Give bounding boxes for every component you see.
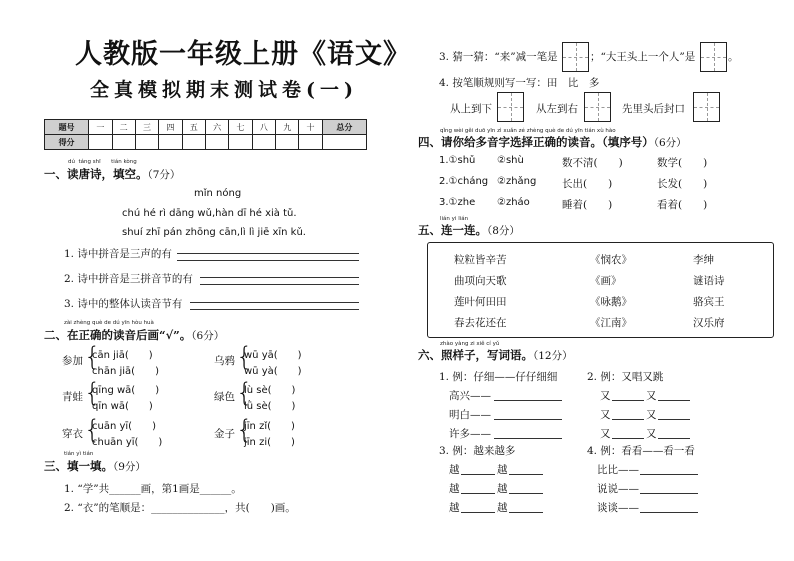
s4-row1-col4: 数学( ) — [657, 157, 708, 169]
s6-you-2: 又 — [646, 390, 657, 402]
score-cell[interactable] — [112, 135, 135, 150]
opt-canjia-2: chān jiā( ) — [92, 366, 159, 377]
score-cell[interactable] — [322, 135, 366, 150]
opt-chuanyi-1: cuān yī( ) — [92, 421, 156, 432]
s6-you-1: 又 — [600, 428, 611, 440]
answer-line[interactable] — [658, 419, 690, 420]
match-col1-item: 曲项向天歌 — [454, 275, 507, 287]
answer-line[interactable] — [612, 419, 644, 420]
label-left-right: 从左到右 — [536, 103, 578, 115]
match-col1-item: 粒粒皆辛苦 — [454, 254, 507, 266]
section4-pinyin: qǐng wèi gěi duō yīn zì xuǎn zé zhèng què de dú yīn tián xù hào — [440, 128, 616, 134]
s3-question-3b: ；“大王头上一个人”是 — [590, 51, 696, 63]
answer-line[interactable] — [612, 438, 644, 439]
opt-canjia-1: cān jiā( ) — [92, 350, 153, 361]
opt-luse-1: lù sè( ) — [244, 385, 296, 396]
match-col1-item: 莲叶何田田 — [454, 296, 507, 308]
answer-line[interactable] — [658, 400, 690, 401]
answer-line[interactable] — [461, 474, 495, 475]
s6-yue-1: 越 — [449, 502, 460, 514]
s4-row1-col1: 1.①shǔ — [439, 155, 476, 166]
score-header-cell: 五 — [182, 120, 205, 135]
s6-you-1: 又 — [600, 390, 611, 402]
s6-word-1-3: 许多—— — [449, 428, 491, 440]
score-cell[interactable] — [182, 135, 205, 150]
match-col2-item: 《咏鹅》 — [590, 296, 632, 308]
answer-line[interactable] — [640, 474, 698, 475]
opt-qingwa-2: qīn wā( ) — [92, 401, 153, 412]
opt-jinzi-1: jīn zǐ( ) — [244, 421, 295, 432]
section5-heading: 五、连一连。（8分） — [418, 223, 520, 237]
page-subtitle: 全真模拟期末测试卷(一) — [90, 79, 358, 101]
match-col3-item: 汉乐府 — [693, 317, 725, 329]
score-cell[interactable] — [159, 135, 182, 150]
s1-question-2: 2. 诗中拼音是三拼音节的有 — [64, 273, 193, 285]
s6-yue-2: 越 — [497, 483, 508, 495]
match-col2-item: 《江南》 — [590, 317, 632, 329]
opt-jinzi-2: jīn zi( ) — [244, 437, 295, 448]
poem-title-pinyin: mǐn nóng — [194, 188, 242, 199]
score-cell[interactable] — [252, 135, 275, 150]
match-col3-item: 李绅 — [693, 254, 714, 266]
word-qingwa: 青蛙 — [62, 391, 83, 403]
section6-pinyin: zhào yàng zi xiě cí yǔ — [440, 341, 500, 347]
score-cell[interactable] — [205, 135, 228, 150]
match-col3-item: 骆宾王 — [693, 296, 725, 308]
s6-word-1-1: 高兴—— — [449, 390, 491, 402]
score-cell[interactable] — [299, 135, 322, 150]
answer-line[interactable] — [612, 400, 644, 401]
example-4: 4. 例：看看——看一看 — [587, 445, 695, 457]
poem-line-2: shuí zhī pán zhōng cān,lì lì jiē xīn kǔ. — [122, 227, 306, 238]
section2-pinyin: zài zhèng què de dú yīn hòu huà — [64, 320, 154, 326]
answer-line[interactable] — [461, 493, 495, 494]
s6-word-4-2: 说说—— — [597, 483, 639, 495]
score-header-label: 题号 — [45, 120, 89, 135]
score-header-cell: 七 — [229, 120, 252, 135]
answer-line[interactable] — [509, 474, 543, 475]
answer-grid-bi[interactable] — [584, 92, 611, 122]
score-header-total: 总分 — [322, 120, 366, 135]
answer-line[interactable] — [640, 512, 698, 513]
opt-qingwa-1: qīng wā( ) — [92, 385, 160, 396]
score-header-cell: 九 — [276, 120, 299, 135]
answer-line[interactable] — [494, 400, 562, 401]
answer-line[interactable] — [494, 438, 562, 439]
word-wuya: 乌鸦 — [214, 355, 235, 367]
answer-line[interactable] — [509, 493, 543, 494]
section4-heading: 四、请你给多音字选择正确的读音。（填序号）（6分） — [418, 135, 687, 149]
s6-word-4-3: 谈谈—— — [597, 502, 639, 514]
word-canjia: 参加 — [62, 355, 83, 367]
s4-row3-col2: ②zháo — [497, 197, 530, 208]
s6-yue-1: 越 — [449, 483, 460, 495]
section3-pinyin: tián yì tián — [64, 451, 94, 457]
s6-yue-1: 越 — [449, 464, 460, 476]
word-jinzi: 金子 — [214, 428, 235, 440]
page-title: 人教版一年级上册《语文》 — [75, 39, 411, 70]
score-cell[interactable] — [135, 135, 158, 150]
label-inside-first: 先里头后封口 — [622, 103, 685, 115]
s6-word-4-1: 比比—— — [597, 464, 639, 476]
section2-heading: 二、在正确的读音后画“√”。（6分） — [44, 328, 225, 342]
s1-question-3: 3. 诗中的整体认读音节有 — [64, 298, 183, 310]
score-header-cell: 六 — [205, 120, 228, 135]
score-row-label: 得分 — [45, 135, 89, 150]
match-col1-item: 春去花还在 — [454, 317, 507, 329]
word-chuanyi: 穿衣 — [62, 428, 83, 440]
section1-pinyin: dú táng shī tián kòng — [68, 159, 137, 165]
opt-wuya-1: wū yā( ) — [244, 350, 302, 361]
score-header-cell: 三 — [135, 120, 158, 135]
s4-row3-col1: 3.①zhe — [439, 197, 476, 208]
s4-row1-col3: 数不清( ) — [562, 157, 623, 169]
example-1: 1. 例：仔细——仔仔细细 — [439, 371, 558, 383]
match-col3-item: 谜语诗 — [693, 275, 725, 287]
section3-heading: 三、填一填。（9分） — [44, 459, 146, 473]
score-header-cell: 二 — [112, 120, 135, 135]
opt-chuanyi-2: chuān yī( ) — [92, 437, 163, 448]
s6-you-1: 又 — [600, 409, 611, 421]
answer-line[interactable] — [640, 493, 698, 494]
s6-you-2: 又 — [646, 428, 657, 440]
opt-wuya-2: wū yà( ) — [244, 366, 302, 377]
s4-row2-col1: 2.①cháng — [439, 176, 489, 187]
answer-grid-3a[interactable] — [562, 42, 589, 72]
s4-row2-col4: 长发( ) — [657, 178, 708, 190]
score-table — [44, 119, 367, 150]
s4-row2-col3: 长出( ) — [562, 178, 613, 190]
score-header-cell: 八 — [252, 120, 275, 135]
answer-line[interactable] — [461, 512, 495, 513]
answer-grid-3b[interactable] — [700, 42, 727, 72]
s1-question-1: 1. 诗中拼音是三声的有 — [64, 248, 172, 260]
answer-grid-tian[interactable] — [497, 92, 524, 122]
s3-question-2: 2. “衣”的笔顺是：______________，共( )画。 — [64, 502, 296, 514]
s4-row3-col3: 睡着( ) — [562, 199, 613, 211]
opt-luse-2: lǜ sè( ) — [244, 401, 296, 412]
s4-row3-col4: 看着( ) — [657, 199, 708, 211]
s3-question-1: 1. “学”共______画，第1画是______。 — [64, 483, 242, 495]
answer-line[interactable] — [494, 419, 562, 420]
score-header-cell: 一 — [89, 120, 112, 135]
s6-yue-2: 越 — [497, 502, 508, 514]
section6-heading: 六、照样子，写词语。（12分） — [418, 348, 573, 362]
word-luse: 绿色 — [214, 391, 235, 403]
s4-row1-col2: ②shù — [497, 155, 524, 166]
section1-heading: 一、读唐诗，填空。（7分） — [44, 167, 181, 181]
s3-question-3a: 3. 猜一猜：“来”减一笔是 — [439, 51, 558, 63]
match-col2-item: 《画》 — [590, 275, 622, 287]
s4-row2-col2: ②zhǎng — [497, 176, 537, 187]
s6-yue-2: 越 — [497, 464, 508, 476]
answer-grid-duo[interactable] — [693, 92, 720, 122]
answer-line[interactable] — [658, 438, 690, 439]
example-3: 3. 例：越来越多 — [439, 445, 516, 457]
score-cell[interactable] — [276, 135, 299, 150]
score-header-cell: 四 — [159, 120, 182, 135]
score-cell[interactable] — [229, 135, 252, 150]
s3-question-3c: 。 — [728, 51, 739, 63]
score-header-cell: 十 — [299, 120, 322, 135]
section5-pinyin: lián yi lián — [440, 216, 469, 222]
answer-line[interactable] — [509, 512, 543, 513]
s3-question-4: 4. 按笔顺规则写一写：田 比 多 — [439, 77, 600, 89]
s6-you-2: 又 — [646, 409, 657, 421]
example-2: 2. 例：又唱又跳 — [587, 371, 664, 383]
label-top-bottom: 从上到下 — [450, 103, 492, 115]
match-col2-item: 《悯农》 — [590, 254, 632, 266]
s6-word-1-2: 明白—— — [449, 409, 491, 421]
poem-line-1: chú hé rì dāng wǔ,hàn dī hé xià tǔ. — [122, 208, 297, 219]
score-cell[interactable] — [89, 135, 112, 150]
